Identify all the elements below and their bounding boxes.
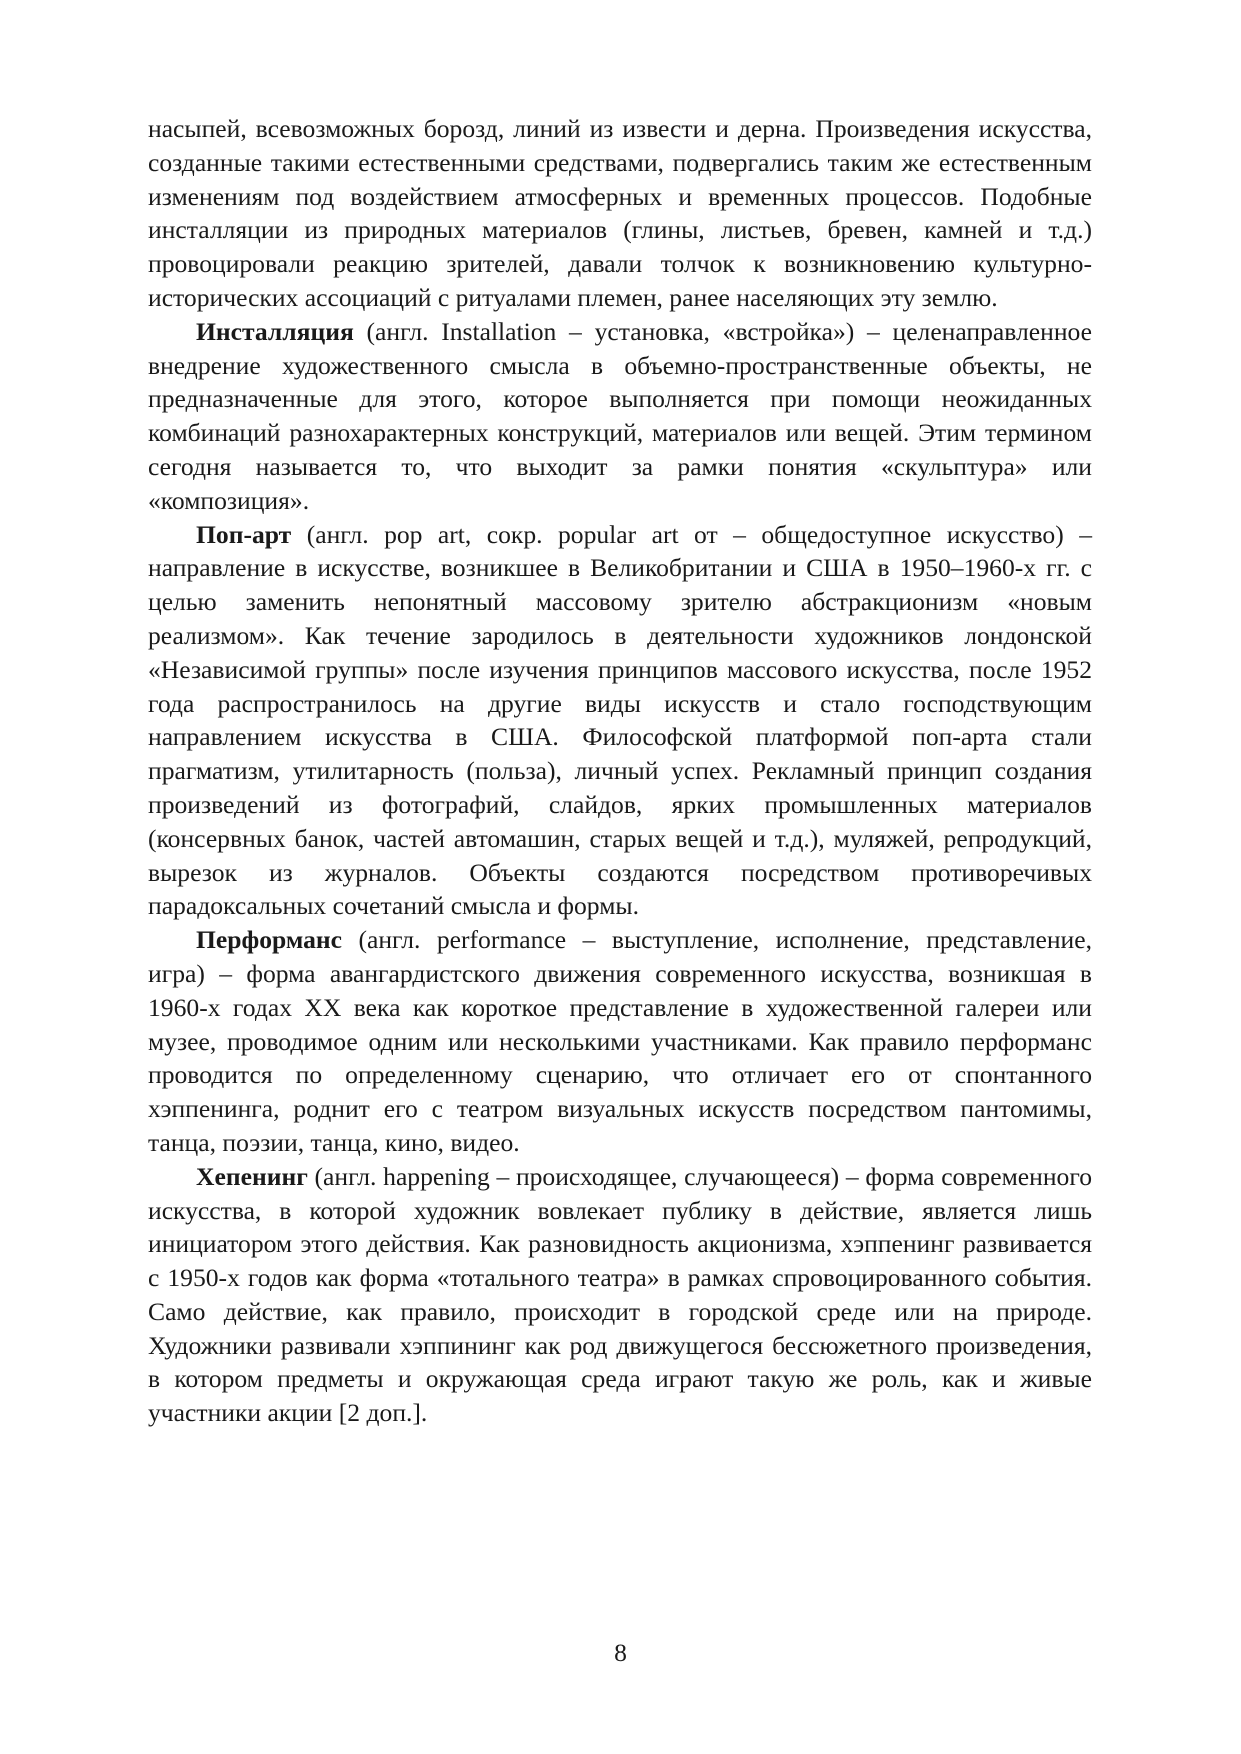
paragraph-text: (англ. performance – выступление, исполнение, представление, игра) – форма авангардистского движения современного искусства, возникшая в 1960-х годах XX века как короткое представление в художественной галереи или музее, проводимое одним или несколькими участниками. Как правило перформанс проводится по определенному сценарию, что отличает его от спонтанного хэппенинга, роднит его с театром визуальных искусств посредством пантомимы, танца, поэзии, танца, кино, видео. [148,925,1092,1157]
paragraph-text: (англ. pop art, сокр. popular art от – общедоступное искусство) – направление в искусстве, возникшее в Великобритании и США в 1950–1960-х гг. с целью заменить непонятный массовому зрителю абстракционизм «новым реализмом». Как течение зародилось в деятельности художников лондонской «Независимой группы» после изучения принципов массового искусства, после 1952 года распространилось на другие виды искусств и стало господствующим направлением искусства в США. Философской платформой поп-арта стали прагматизм, утилитарность (польза), личный успех. Рекламный принцип создания произведений из фотографий, слайдов, ярких промышленных материалов (консервных банок, частей автомашин, старых вещей и т.д.), муляжей, репродукций, вырезок из журналов. Объекты создаются посредством противоречивых парадоксальных сочетаний смысла и формы. [148,519,1092,921]
term-pop-art: Поп-арт [196,519,292,549]
paragraph-text: (англ. happening – происходящее, случающееся) – форма современного искусства, в которой художник вовлекает публику в действие, является лишь инициатором этого действия. Как разновидность акционизма, хэппенинг развивается с 1950-х годов как форма «тотального театра» в рамках спровоцированного события. Само действие, как правило, происходит в городской среде или на природе. Художники развивали хэппининг как род движущегося бессюжетного произведения, в котором предметы и окружающая среда играют такую же роль, как и живые участники акции [2 доп.]. [148,1161,1092,1428]
paragraph-continuation [148,112,1092,315]
paragraph-installation [148,315,1092,518]
term-performance: Перформанс [196,925,343,955]
paragraph-performance [148,923,1092,1160]
page-body [148,112,1092,1430]
page-number: 8 [614,1638,627,1667]
paragraph-pop-art [148,518,1092,924]
term-installation: Инсталляция [196,316,354,346]
paragraph-text: насыпей, всевозможных борозд, линий из извести и дерна. Произведения искусства, созданные такими естественными средствами, подвергались таким же естественным изменениям под воздействием атмосферных и временных процессов. Подобные инсталляции из природных материалов (глины, листьев, бревен, камней и т.д.) провоцировали реакцию зрителей, давали толчок к возникновению культурно-исторических ассоциаций с ритуалами племен, ранее населяющих эту землю. [148,114,1092,312]
paragraph-happening [148,1160,1092,1430]
term-happening: Хепенинг [196,1161,308,1191]
paragraph-text: (англ. Installation – установка, «встройка») – целенаправленное внедрение художественного смысла в объемно-пространственные объекты, не предназначенные для этого, которое выполняется при помощи неожиданных комбинаций разнохарактерных конструкций, материалов или вещей. Этим термином сегодня называется то, что выходит за рамки понятия «скульптура» или «композиция». [148,316,1092,515]
